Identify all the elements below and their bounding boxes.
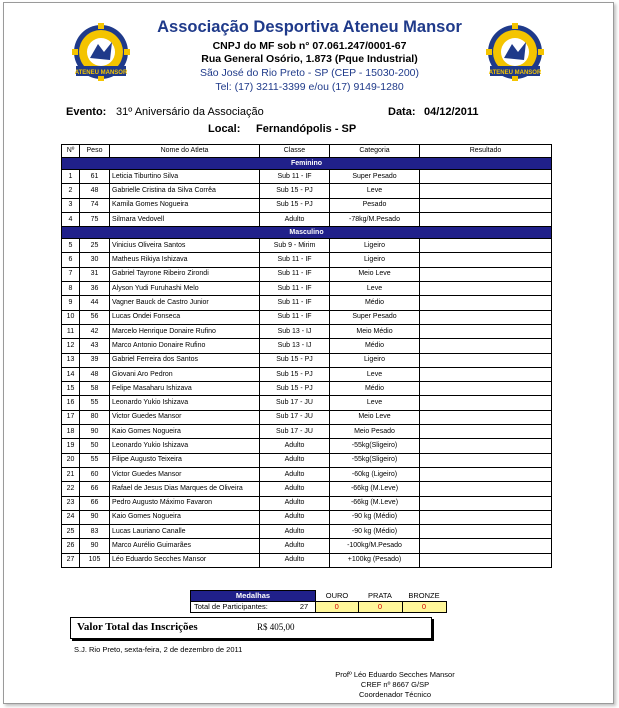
athlete-name: Pedro Augusto Máximo Favaron [110,496,260,510]
athlete-weight: 44 [80,296,110,310]
athlete-weight: 90 [80,539,110,553]
athlete-number: 4 [62,212,80,226]
athlete-category: -66kg (M.Leve) [330,496,420,510]
athlete-number: 22 [62,482,80,496]
athlete-class: Sub 15 - PJ [260,367,330,381]
athlete-result [420,339,552,353]
table-row [62,184,552,198]
athlete-weight: 56 [80,310,110,324]
section-title: Feminino [62,158,552,170]
athlete-weight: 83 [80,525,110,539]
col-header-number: Nº [62,145,80,158]
athlete-result [420,425,552,439]
medals-label: Medalhas [191,591,316,602]
athlete-name: Vinicius Oliveira Santos [110,239,260,253]
athlete-result [420,184,552,198]
athlete-number: 9 [62,296,80,310]
athlete-category: -78kg/M.Pesado [330,212,420,226]
athlete-class: Sub 11 - IF [260,296,330,310]
athlete-name: Filipe Augusto Teixeira [110,453,260,467]
athlete-name: Kamila Gomes Nogueira [110,198,260,212]
athlete-number: 24 [62,510,80,524]
athlete-category: Super Pesado [330,310,420,324]
athlete-name: Felipe Masaharu Ishizava [110,382,260,396]
athlete-class: Adulto [260,510,330,524]
date-value: 04/12/2011 [424,106,479,118]
table-row [62,453,552,467]
section-title: Masculino [62,227,552,239]
athlete-class: Sub 17 - JU [260,396,330,410]
athlete-class: Sub 17 - JU [260,425,330,439]
athlete-result [420,296,552,310]
athlete-class: Sub 11 - IF [260,267,330,281]
total-label: Valor Total das Inscrições [77,621,198,633]
athlete-result [420,353,552,367]
athlete-result [420,467,552,481]
athlete-weight: 31 [80,267,110,281]
table-row [62,339,552,353]
athlete-name: Vagner Bauck de Castro Junior [110,296,260,310]
athlete-weight: 74 [80,198,110,212]
athlete-name: Gabriel Ferreira dos Santos [110,353,260,367]
athlete-category: Médio [330,339,420,353]
prata-value: 0 [358,602,402,613]
athlete-name: Leonardo Yukio Ishizava [110,396,260,410]
athlete-weight: 48 [80,367,110,381]
athlete-category: Meio Leve [330,267,420,281]
athlete-name: Victor Guedes Mansor [110,410,260,424]
athlete-result [420,310,552,324]
athlete-number: 25 [62,525,80,539]
table-row [62,367,552,381]
table-row [62,482,552,496]
athlete-class: Sub 11 - IF [260,253,330,267]
athlete-category: Leve [330,367,420,381]
athlete-class: Sub 15 - PJ [260,184,330,198]
athlete-class: Adulto [260,553,330,567]
athlete-name: Silmara Vedovell [110,212,260,226]
athlete-category: -100kg/M.Pesado [330,539,420,553]
athlete-weight: 55 [80,396,110,410]
ouro-label: OURO [325,590,349,600]
athlete-class: Adulto [260,212,330,226]
athlete-name: Lucas Lauriano Canalle [110,525,260,539]
bronze-label: BRONZE [408,590,440,600]
athlete-weight: 30 [80,253,110,267]
athlete-name: Rafael de Jesus Dias Marques de Oliveira [110,482,260,496]
athlete-result [420,525,552,539]
athlete-result [420,267,552,281]
athlete-number: 5 [62,239,80,253]
svg-text:ATENEU MANSOR: ATENEU MANSOR [74,70,128,76]
athlete-weight: 25 [80,239,110,253]
table-row [62,410,552,424]
table-row [62,553,552,567]
athlete-weight: 36 [80,282,110,296]
athlete-category: Ligeiro [330,253,420,267]
bronze-value: 0 [402,602,446,613]
athlete-weight: 50 [80,439,110,453]
athlete-result [420,539,552,553]
athlete-result [420,253,552,267]
athlete-weight: 66 [80,482,110,496]
athlete-category: Leve [330,282,420,296]
athlete-result [420,482,552,496]
athlete-category: Ligeiro [330,353,420,367]
athlete-result [420,239,552,253]
table-row [62,239,552,253]
org-address: Rua General Osório, 1.873 (Pque Industrial) [201,53,418,65]
athlete-number: 13 [62,353,80,367]
athlete-weight: 60 [80,467,110,481]
participants-label: Total de Participantes: [191,602,294,613]
athlete-class: Adulto [260,539,330,553]
athlete-result [420,410,552,424]
table-row [62,353,552,367]
athlete-category: +100kg (Pesado) [330,553,420,567]
table-row [62,396,552,410]
athlete-number: 23 [62,496,80,510]
athlete-category: Meio Leve [330,410,420,424]
place-date-line: S.J. Rio Preto, sexta-feira, 2 de dezembro de 2011 [74,645,243,654]
col-header-name: Nome do Atleta [110,145,260,158]
place-label: Local: [208,123,241,135]
athlete-result [420,282,552,296]
org-city: São José do Rio Preto - SP (CEP - 15030-200) [199,67,420,79]
athlete-result [420,453,552,467]
athlete-number: 14 [62,367,80,381]
athlete-category: -55kg(Sligeiro) [330,453,420,467]
athlete-name: Matheus Rikiya Ishizava [110,253,260,267]
athlete-category: -66kg (M.Leve) [330,482,420,496]
date-label: Data: [388,106,416,118]
athlete-number: 10 [62,310,80,324]
athlete-result [420,324,552,338]
athlete-result [420,496,552,510]
athlete-class: Adulto [260,467,330,481]
table-row [62,296,552,310]
athlete-name: Giovani Aro Pedron [110,367,260,381]
athlete-weight: 80 [80,410,110,424]
athlete-number: 7 [62,267,80,281]
athlete-number: 8 [62,282,80,296]
athlete-result [420,510,552,524]
athlete-name: Victor Guedes Mansor [110,467,260,481]
signature-cref: CREF nº 8667 G/SP [360,680,430,689]
section-header [62,158,552,170]
athlete-class: Sub 17 - JU [260,410,330,424]
athlete-category: Meio Pesado [330,425,420,439]
athlete-class: Sub 15 - PJ [260,198,330,212]
athlete-number: 27 [62,553,80,567]
org-title: Associação Desportiva Ateneu Mansor [157,18,462,36]
table-row [62,282,552,296]
athlete-result [420,198,552,212]
athlete-result [420,382,552,396]
athlete-number: 20 [62,453,80,467]
athlete-name: Alyson Yudi Furuhashi Melo [110,282,260,296]
col-header-class: Classe [260,145,330,158]
athlete-number: 3 [62,198,80,212]
athlete-name: Lucas Ondei Fonseca [110,310,260,324]
athlete-result [420,553,552,567]
ouro-value: 0 [316,602,359,613]
athlete-name: Marco Aurélio Guimarães [110,539,260,553]
athlete-number: 15 [62,382,80,396]
athlete-name: Gabrielle Cristina da Silva Corrêa [110,184,260,198]
total-value: R$ 405,00 [257,622,295,632]
total-box [70,617,432,639]
table-row [62,539,552,553]
athlete-category: -90 kg (Médio) [330,510,420,524]
athlete-number: 1 [62,170,80,184]
athlete-class: Sub 9 - Mirim [260,239,330,253]
athlete-weight: 39 [80,353,110,367]
athlete-class: Adulto [260,496,330,510]
table-row [62,525,552,539]
athlete-category: Leve [330,184,420,198]
table-row [62,198,552,212]
athlete-category: Ligeiro [330,239,420,253]
table-row [62,324,552,338]
athlete-category: Leve [330,396,420,410]
participants-value: 27 [293,602,316,613]
signature-role: Coordenador Técnico [359,690,431,699]
athlete-weight: 48 [80,184,110,198]
athlete-weight: 42 [80,324,110,338]
place-value: Fernandópolis - SP [256,123,357,135]
event-label: Evento: [66,106,107,118]
athlete-class: Sub 15 - PJ [260,353,330,367]
athlete-number: 26 [62,539,80,553]
athlete-weight: 90 [80,510,110,524]
table-row [62,467,552,481]
athlete-class: Sub 11 - IF [260,310,330,324]
athlete-weight: 43 [80,339,110,353]
athlete-name: Marcelo Henrique Donaire Rufino [110,324,260,338]
org-cnpj: CNPJ do MF sob n° 07.061.247/0001-67 [212,40,407,52]
col-header-weight: Peso [80,145,110,158]
athlete-weight: 66 [80,496,110,510]
athlete-result [420,439,552,453]
col-header-category: Categoria [330,145,420,158]
athlete-category: Super Pesado [330,170,420,184]
athlete-category: Médio [330,296,420,310]
athlete-class: Adulto [260,439,330,453]
athlete-class: Adulto [260,525,330,539]
athlete-name: Léo Eduardo Secches Mansor [110,553,260,567]
athlete-weight: 90 [80,425,110,439]
athlete-number: 16 [62,396,80,410]
table-row [62,382,552,396]
prata-label: PRATA [368,590,392,600]
athlete-result [420,212,552,226]
athlete-class: Sub 11 - IF [260,282,330,296]
table-row [62,496,552,510]
athlete-category: Pesado [330,198,420,212]
athlete-category: Médio [330,382,420,396]
athlete-name: Kaio Gomes Nogueira [110,510,260,524]
athlete-weight: 75 [80,212,110,226]
athlete-class: Sub 13 - IJ [260,324,330,338]
athlete-result [420,367,552,381]
athlete-number: 6 [62,253,80,267]
athlete-class: Sub 11 - IF [260,170,330,184]
athlete-category: Meio Médio [330,324,420,338]
athlete-weight: 58 [80,382,110,396]
table-header-row [62,145,552,158]
athlete-number: 21 [62,467,80,481]
athlete-name: Marco Antonio Donaire Rufino [110,339,260,353]
athlete-class: Sub 13 - IJ [260,339,330,353]
svg-text:ATENEU MANSOR: ATENEU MANSOR [488,70,542,76]
table-row [62,510,552,524]
athlete-number: 19 [62,439,80,453]
col-header-result: Resultado [420,145,552,158]
athlete-class: Adulto [260,453,330,467]
athlete-result [420,396,552,410]
table-row [62,212,552,226]
athlete-weight: 105 [80,553,110,567]
section-header [62,227,552,239]
org-phone: Tel: (17) 3211-3399 e/ou (17) 9149-1280 [215,81,404,93]
table-row [62,253,552,267]
athletes-table [61,144,552,568]
table-body [62,158,552,568]
athlete-name: Kaio Gomes Nogueira [110,425,260,439]
summary-table [190,590,447,613]
table-row [62,267,552,281]
athlete-weight: 55 [80,453,110,467]
athlete-class: Sub 15 - PJ [260,382,330,396]
athlete-number: 12 [62,339,80,353]
table-row [62,425,552,439]
athlete-name: Leticia Tiburtino Silva [110,170,260,184]
athlete-name: Leonardo Yukio Ishizava [110,439,260,453]
table-row [62,439,552,453]
athlete-category: -90 kg (Médio) [330,525,420,539]
athlete-weight: 61 [80,170,110,184]
athlete-class: Adulto [260,482,330,496]
event-value: 31º Aniversário da Associação [116,106,264,118]
athlete-number: 11 [62,324,80,338]
table-row [62,310,552,324]
athlete-category: -55kg(Sligeiro) [330,439,420,453]
athlete-number: 17 [62,410,80,424]
table-row [62,170,552,184]
athlete-category: -60kg (Ligeiro) [330,467,420,481]
athlete-number: 2 [62,184,80,198]
athlete-name: Gabriel Tayrone Ribeiro Zirondi [110,267,260,281]
athlete-result [420,170,552,184]
signature-name: Profº Léo Eduardo Secches Mansor [335,670,455,679]
athlete-number: 18 [62,425,80,439]
